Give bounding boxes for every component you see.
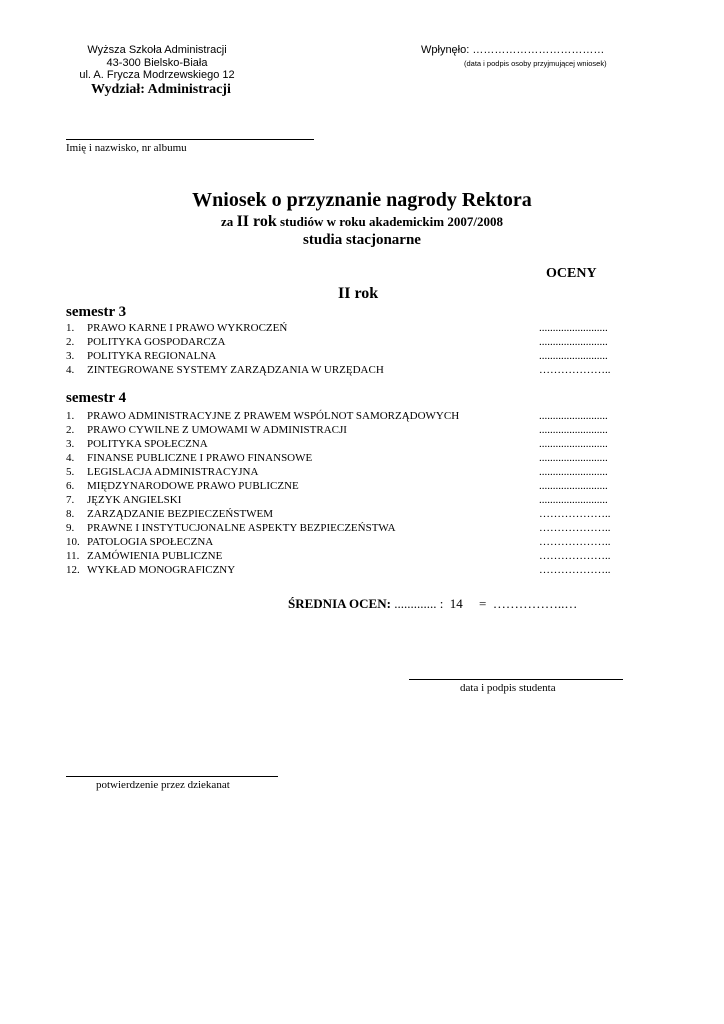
subject-row [0, 466, 724, 480]
subject-name: POLITYKA REGIONALNA [87, 350, 217, 362]
grade-field[interactable]: ……………….. [539, 522, 611, 534]
average-label: ŚREDNIA OCEN: [288, 596, 391, 611]
subject-row [0, 364, 724, 378]
semester-heading: semestr 4 [66, 390, 127, 406]
subject-number: 2. [66, 424, 75, 436]
subject-row [0, 564, 724, 578]
grade-field[interactable]: ……………….. [539, 508, 611, 520]
subject-name: PRAWO KARNE I PRAWO WYKROCZEŃ [87, 322, 288, 334]
received-label: Wpłynęło: ……………………………… [421, 44, 605, 56]
subject-row [0, 494, 724, 508]
subject-name: POLITYKA GOSPODARCZA [87, 336, 226, 348]
subject-name: WYKŁAD MONOGRAFICZNY [87, 564, 236, 576]
grade-field[interactable]: ……………….. [539, 536, 611, 548]
subject-name: PRAWNE I INSTYTUCJONALNE ASPEKTY BEZPIECZEŃSTWA [87, 522, 396, 534]
subject-number: 1. [66, 322, 75, 334]
subject-row [0, 536, 724, 550]
institution-name: Wyższa Szkoła Administracji [87, 44, 227, 56]
subject-number: 12. [66, 564, 80, 576]
subject-name: ZINTEGROWANE SYSTEMY ZARZĄDZANIA W URZĘDACH [87, 364, 384, 376]
subject-number: 10. [66, 536, 80, 548]
student-signature-label: data i podpis studenta [460, 682, 556, 694]
grade-field[interactable]: ......................... [539, 336, 608, 348]
subject-number: 5. [66, 466, 75, 478]
subject-number: 3. [66, 350, 75, 362]
study-mode: studia stacjonarne [303, 232, 421, 248]
received-note: (data i podpis osoby przyjmującej wniosek) [464, 59, 607, 68]
grade-field[interactable]: ......................... [539, 424, 608, 436]
subject-number: 7. [66, 494, 75, 506]
subject-name: ZAMÓWIENIA PUBLICZNE [87, 550, 223, 562]
subject-row [0, 438, 724, 452]
subject-name: POLITYKA SPOŁECZNA [87, 438, 208, 450]
subtitle-year: II rok [236, 213, 277, 230]
subject-row [0, 350, 724, 364]
subject-number: 1. [66, 410, 75, 422]
subject-row [0, 336, 724, 350]
subtitle-rest: studiów w roku akademickim 2007/2008 [276, 214, 503, 229]
subject-name: JĘZYK ANGIELSKI [87, 494, 182, 506]
student-signature-line [409, 679, 623, 680]
subject-row [0, 452, 724, 466]
year-heading: II rok [338, 285, 379, 302]
grade-field[interactable]: ......................... [539, 350, 608, 362]
subject-name: PRAWO CYWILNE Z UMOWAMI W ADMINISTRACJI [87, 424, 347, 436]
subject-row [0, 508, 724, 522]
student-name-label: Imię i nazwisko, nr albumu [66, 142, 187, 154]
faculty-name: Wydział: Administracji [91, 82, 231, 97]
subject-number: 6. [66, 480, 75, 492]
grade-field[interactable]: ......................... [539, 452, 608, 464]
subject-row [0, 410, 724, 424]
subject-name: LEGISLACJA ADMINISTRACYJNA [87, 466, 259, 478]
document-title: Wniosek o przyznanie nagrody Rektora [192, 189, 532, 211]
subject-number: 9. [66, 522, 75, 534]
subject-number: 2. [66, 336, 75, 348]
subject-number: 3. [66, 438, 75, 450]
subject-name: PRAWO ADMINISTRACYJNE Z PRAWEM WSPÓLNOT SAMORZĄDOWYCH [87, 410, 460, 422]
grade-field[interactable]: ......................... [539, 494, 608, 506]
subject-row [0, 550, 724, 564]
grade-field[interactable]: ......................... [539, 466, 608, 478]
subject-name: ZARZĄDZANIE BEZPIECZEŃSTWEM [87, 508, 274, 520]
subject-row [0, 424, 724, 438]
grade-field[interactable]: ......................... [539, 438, 608, 450]
grade-field[interactable]: ……………….. [539, 550, 611, 562]
subject-number: 4. [66, 364, 75, 376]
subject-number: 8. [66, 508, 75, 520]
institution-street: ul. A. Frycza Modrzewskiego 12 [79, 69, 235, 81]
subject-row [0, 522, 724, 536]
subject-number: 11. [66, 550, 80, 562]
institution-postal: 43-300 Bielsko-Biała [106, 57, 208, 69]
grade-field[interactable]: ......................... [539, 410, 608, 422]
semester-heading: semestr 3 [66, 304, 127, 320]
subject-name: FINANSE PUBLICZNE I PRAWO FINANSOWE [87, 452, 313, 464]
dean-confirmation-label: potwierdzenie przez dziekanat [96, 779, 230, 791]
average-line [288, 596, 577, 612]
grade-field[interactable]: ......................... [539, 480, 608, 492]
grades-header: OCENY [546, 266, 597, 281]
average-formula[interactable]: ............. : 14 = ……………..… [390, 596, 578, 611]
subtitle-prefix: za [221, 214, 237, 229]
subject-name: MIĘDZYNARODOWE PRAWO PUBLICZNE [87, 480, 299, 492]
subject-number: 4. [66, 452, 75, 464]
subject-row [0, 322, 724, 336]
grade-field[interactable]: ……………….. [539, 364, 611, 376]
subject-row [0, 480, 724, 494]
subject-name: PATOLOGIA SPOŁECZNA [87, 536, 214, 548]
document-subtitle [0, 213, 724, 231]
grade-field[interactable]: ……………….. [539, 564, 611, 576]
student-name-line [66, 139, 314, 140]
dean-confirmation-line [66, 776, 278, 777]
grade-field[interactable]: ......................... [539, 322, 608, 334]
